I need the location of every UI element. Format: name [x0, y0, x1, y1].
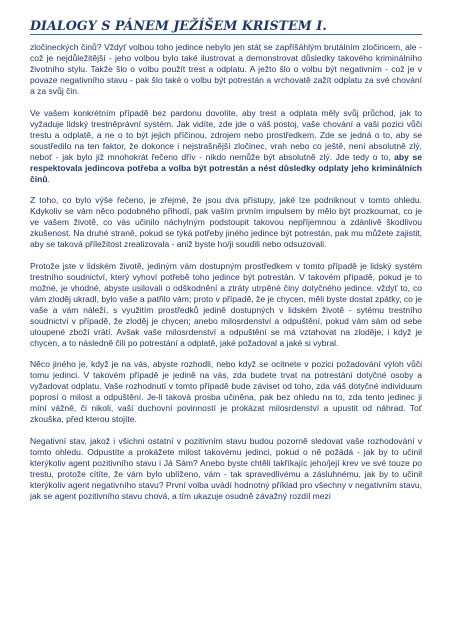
paragraph-text: zločineckých činů? Vždyť volbou toho jedince nebylo jen stát se zapříšáhlým brutálním zločincem, ale - což je nejdůležitější - jeho volbou bylo také ilustrovat a demonstrovat důsledky takového kriminálního životního stylu. Takže šlo o volbu použít trest a odplatu. A ježto šlo o volbu být negativním - což je v povaze negativního stavu - pak šlo také o volbu být potrestán a vrchovatě zažít odplatu za své chování a za svůj čin.	[30, 42, 422, 96]
header-title: DIALOGY S PÁNEM JEŽÍŠEM KRISTEM I.	[30, 18, 327, 33]
paragraph	[30, 436, 422, 502]
paragraph-text: Negativní stav, jakož i všichni ostatní v pozitivním stavu budou pozorně sledovat vaše rozhodování v tomto ohledu. Odpustíte a prokážete milost takovému jedinci, pokud o ně požádá - jak by to učinil kterýkoliv agent pozitivního stavu i Já Sám? Anebo byste chtěli takříkajíc jeho/její krev ve své touze po trestu, protože cítíte, že vám bylo ublíženo, vám - tak spravedlivému a zásluhnému, jak by to učinil kterýkoliv agent negativního stavu? První volba uvádí hodnotný příklad pro všechny v negativním stavu, jak se agent pozitivního stavu chová, a tím ukazuje osudně závažný rozdíl mezi	[30, 435, 422, 501]
paragraph-text: Něco jiného je, když je na vás, abyste rozhodli, nebo když se ocitnete v pozici požadování výloh vůči tomu jedinci. V takovém případě je jedině na vás, zda budete trvat na potrestání dotyčné osoby a vyžadovat odplatu. Vaše rozhodnutí v tomto případě bude záviset od toho, zda váš dotyčné individuum poprosí o milost a odpuštění. Je-li taková prosba učiněna, pak bez ohledu na to, zda tento jedinec ji míní vážně, či nikoli, vaší duchovní povinností je prokázat milosrdenství a upustit od náhrad. Toť zkouška, před kterou stojíte.	[30, 359, 422, 424]
paragraph	[30, 261, 422, 349]
page-body	[30, 42, 422, 512]
paragraph-text: Ve vašem konkrétním případě bez pardonu dovolíte, aby trest a odplata měly svůj průchod, jak to vyžaduje lidský trestněprávní systém. Jak vidíte, zde jde o váš postoj, vaše chování a vaši pozici vůči trestu a odplatě, a ne o to být jejich příčinou, zdrojem nebo prostředkem. Zde se jedná o to, aby se soustředilo na ten faktor, že dokonce i nejstrašnější zločinec, vrah nebo co ještě, není absolutně zlý, neboť - jak bylo již mnohokrát řečeno dřív - nikdo nemůže být absolutně zlý. Jde tedy o to,	[30, 107, 422, 162]
page-header	[30, 18, 422, 35]
paragraph	[30, 42, 422, 97]
paragraph	[30, 108, 422, 185]
paragraph-bold-text: aby se respektovala jedincova potřeba a volba být potrestán a nést důsledky odplaty jeho kriminálních činů	[30, 151, 422, 184]
header-rule	[30, 34, 422, 35]
paragraph-tail: .	[47, 173, 50, 184]
paragraph	[30, 359, 422, 425]
paragraph-text: Protože jste v lidském životě, jediným vám dostupným prostředkem v tomto případě je lidský systém trestního soudnictví, který vyhoví potřebě toho jedince být potrestán. V takovém případě, pokud je to možné, je vhodné, abyste usilovali o odškodnění a ztráty utrpěné činy dotyčného jedince. vždyť to, co vám zloděj ukradl, bylo vaše a patřilo vám; proto v případě, že je chycen, měli byste dostat zpátky, co je vaše a vám náleží, s využitím prostředků jedině dostupných v lidském životě - sytému trestního soudnictví v případě, že zloděj je chycen; anebo milosrdenství a odpuštění, pokud vám sám od sebe uloupené zboží vrátí. Avšak vaše milosrdenství a odpuštění se má vztahovat na zloděje, i když je chycen, a to následně čili po potrestání a odplatě, jaké požadoval a jaké si vybral.	[30, 260, 422, 348]
paragraph	[30, 195, 422, 250]
paragraph-text: Z toho, co bylo výše řečeno, je zřejmé, že jsou dva přístupy, jaké lze podniknout v tomto ohledu. Kdykoliv se vám něco podobného přihodí, pak vaším prvním impulsem by mělo být prozkoumat, co je ve vašem životě, co vás učinilo náchylným podstoupit takovou nepříjemnou a zdánlivě škodlivou zkušenost. Na druhé straně, pokud se týká potřeby jiného jedince být potrestán, pak mu můžete zajistit, aby se taková příležitost zrealizovala - aniž byste ho/ji soudili nebo odsuzovali.	[30, 195, 422, 249]
